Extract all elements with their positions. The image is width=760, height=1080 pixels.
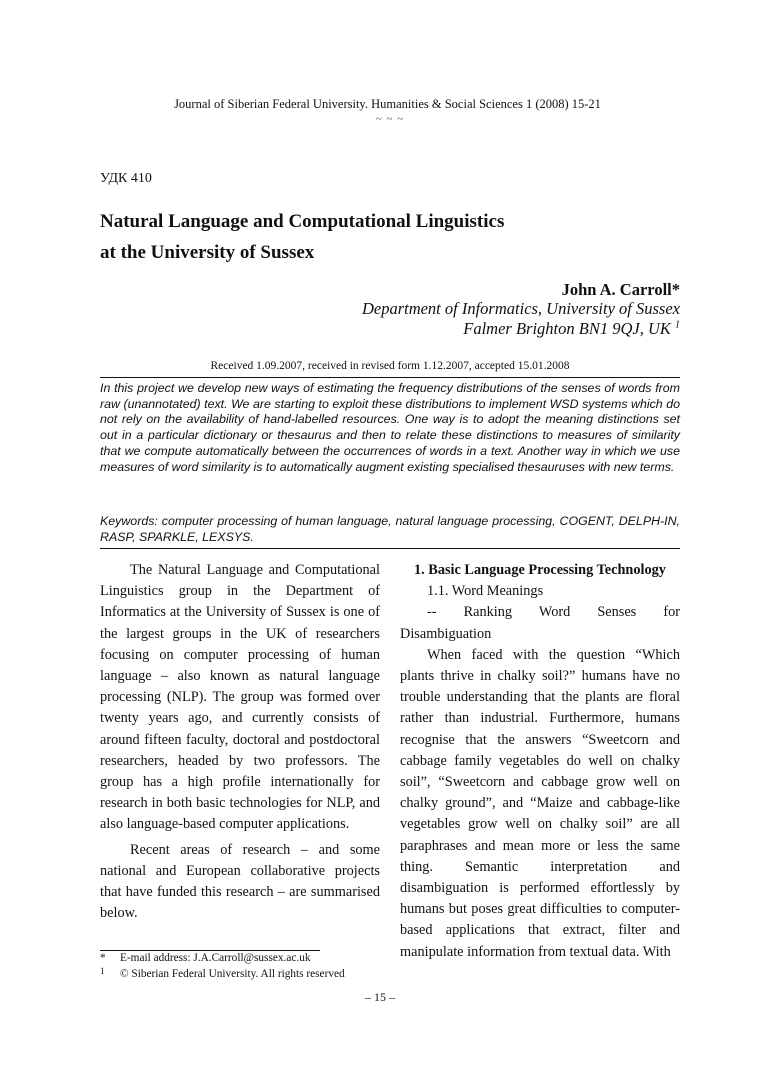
journal-header: Journal of Siberian Federal University. Humanities & Social Sciences 1 (2008) 15-21 xyxy=(174,97,601,111)
page-number: – 15 – xyxy=(365,990,395,1004)
title-line-1: Natural Language and Computational Linguistics xyxy=(100,211,505,232)
body-paragraph: When faced with the question “Which plants thrive in chalky soil?” humans have no trouble understanding that the plants are floral rather than industrial. Furthermore, humans recognise that the answers “Sweetcorn and cabbage family vegetables do well on chalky soil”, “Sweetcorn and cabbage grow well on chalky ground”, and “Maize and cabbage-like vegetables grow well on chalky soil” are all paraphrases and mean more or less the same thing. Semantic interpretation and disambiguation is performed effortlessly by humans but poses great difficulties to computer-based applications that extract, filter and manipulate information from textual data. With xyxy=(400,646,680,960)
intro-paragraph: The Natural Language and Computational Linguistics group in the Department of Informatics at the University of Sussex is one of the largest groups in the UK of researchers focusing on computer processing of human language – also known as natural language processing (NLP). The group was formed over twenty years ago, and currently consists of around fifteen faculty, doctoral and postdoctoral researchers, headed by two professors. The group has a high profile internationally for research in both basic technologies for NLP, and also language-based computer applications. xyxy=(100,562,380,833)
received-dates: Received 1.09.2007, received in revised form 1.12.2007, accepted 15.01.2008 xyxy=(210,360,570,372)
footnote-mark: * xyxy=(100,952,106,964)
research-paragraph: Recent areas of research – and some national and European collaborative projects that have funded this research – are summarised below. xyxy=(100,841,380,922)
footnote-rule xyxy=(100,950,320,951)
footnote-mark: 1 xyxy=(100,966,105,976)
abstract: In this project we develop new ways of estimating the frequency distributions of the senses of words from raw (unannotated) text. We are starting to exploit these distributions to implement WSD systems which do not rely on the availability of hand-labelled resources. One way is to adopt the meaning distinctions set out in a particular dictionary or thesaurus and then to relate these distinctions to measures of similarity that we compute automatically between the occurrences of words in a text. Another way in which we use measures of word similarity is to automatically augment existing specialised thesauruses with new terms. xyxy=(100,381,680,474)
footnote-text: © Siberian Federal University. All rights reserved xyxy=(120,968,345,980)
author-name: John A. Carroll* xyxy=(561,280,680,299)
footnote-marker: 1 xyxy=(675,319,680,331)
keywords: Keywords: computer processing of human language, natural language processing, COGENT, DELPH-IN, RASP, SPARKLE, LEXSYS. xyxy=(100,514,680,544)
author-department: Department of Informatics, University of Sussex xyxy=(361,299,680,318)
title-line-2: at the University of Sussex xyxy=(100,242,315,263)
header-ornament: ~ ~ ~ xyxy=(375,113,405,125)
left-column xyxy=(100,560,380,924)
abstract-bottom-rule xyxy=(100,548,680,549)
subsubsection-heading: -- Ranking Word Senses for Disambiguation xyxy=(400,604,680,642)
udk-code: УДК 410 xyxy=(100,171,152,186)
footnote-email xyxy=(100,952,311,964)
abstract-top-rule xyxy=(100,377,680,378)
footnote-text: E-mail address: J.A.Carroll@sussex.ac.uk xyxy=(120,952,311,964)
footnote-copyright xyxy=(100,966,345,980)
section-heading: 1. Basic Language Processing Technology xyxy=(414,562,666,578)
address-text: Falmer Brighton BN1 9QJ, UK xyxy=(463,319,671,338)
subsection-heading: 1.1. Word Meanings xyxy=(427,583,544,600)
paper-title xyxy=(100,206,660,268)
author-address xyxy=(463,319,680,339)
right-column xyxy=(400,560,680,963)
